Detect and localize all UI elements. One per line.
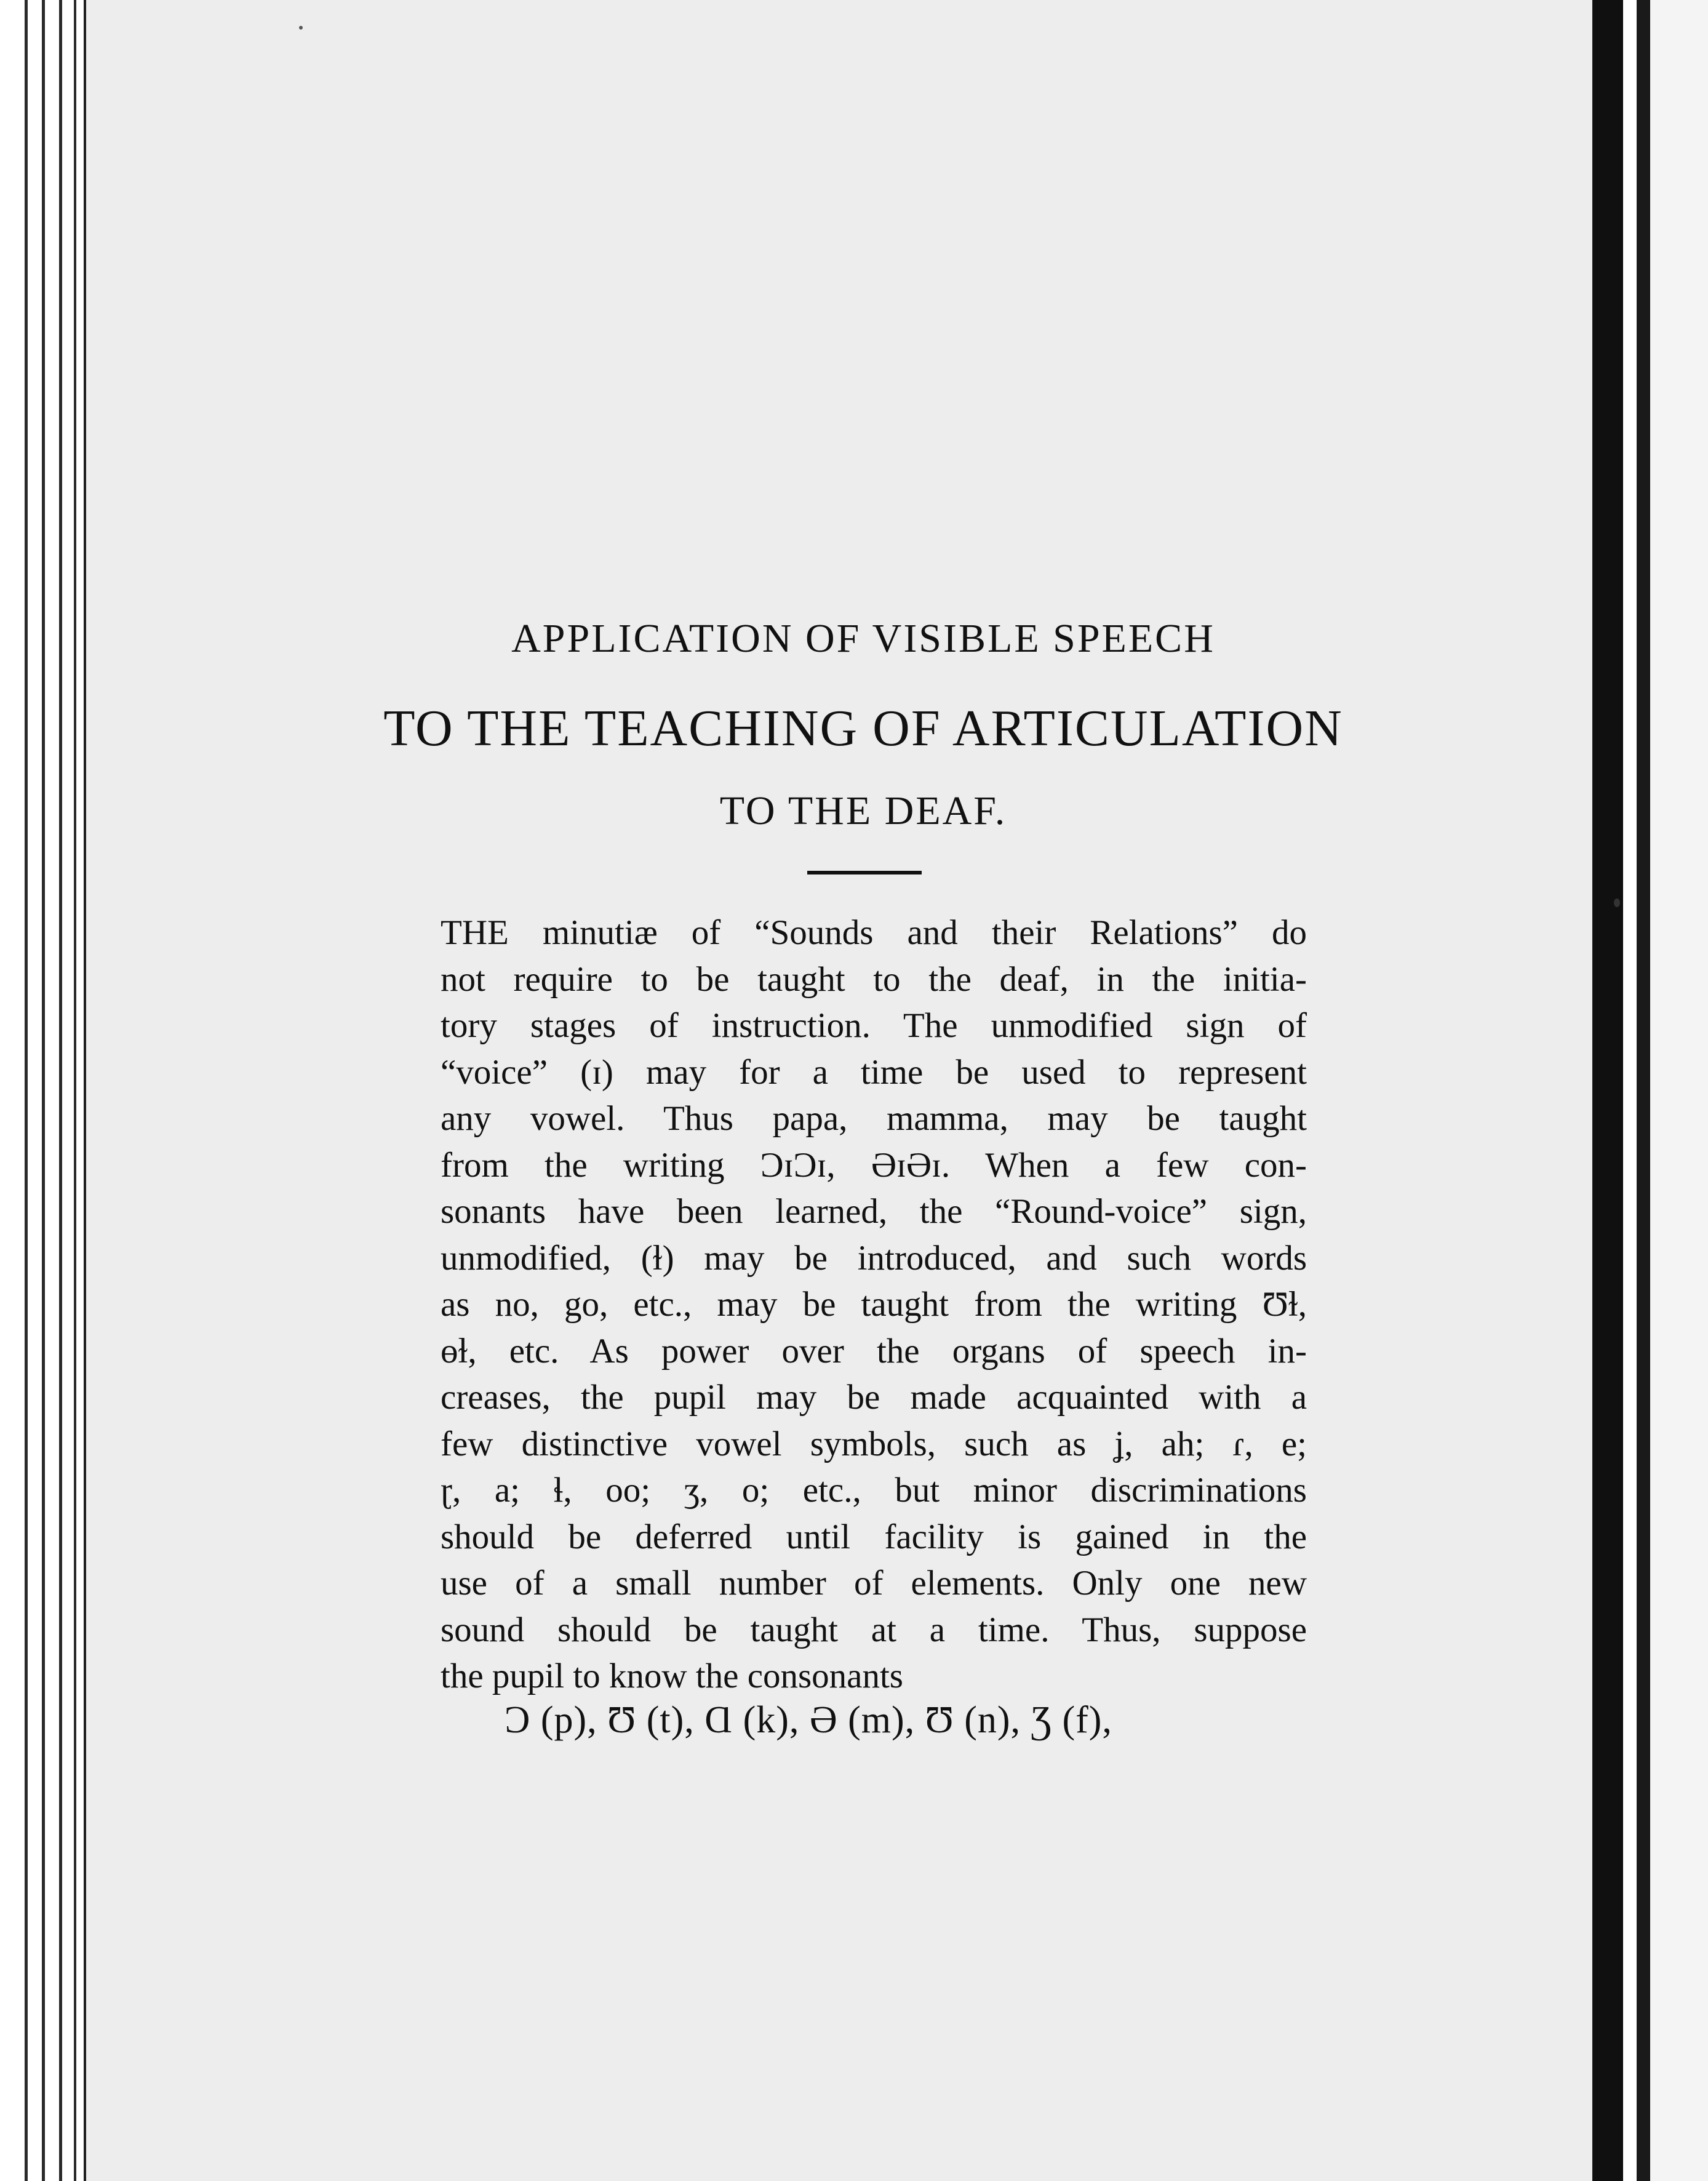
facing-page [1650,0,1708,2181]
book-spine [1592,0,1623,2181]
page-edge [59,0,62,2181]
consonant-symbols-line: Ɔ (p), Ʊ (t), Ɑ (k), Ə (m), Ʊ (n), Ʒ (f), [505,1699,1112,1741]
body-line-8: unmodified, (ɫ) may be introduced, and such words [441,1238,1307,1278]
body-line-9: as no, go, etc., may be taught from the writing Ʊɫ, [441,1285,1307,1324]
body-line-5: any vowel. Thus papa, mamma, may be taught [441,1099,1307,1138]
body-line-6: from the writing ƆɪƆɪ, ƏɪƏɪ. When a few con- [441,1145,1307,1185]
page-edge [25,0,28,2181]
body-line-14: should be deferred until facility is gained in the [441,1517,1307,1556]
print-speck [299,26,303,30]
heading-line-1: APPLICATION OF VISIBLE SPEECH [511,616,1215,661]
heading-line-3: TO THE DEAF. [719,788,1007,833]
body-line-12: few distinctive vowel symbols, such as ʝ, ah; ɾ, e; [441,1424,1307,1463]
body-line-13: ɽ, a; ɬ, oo; ʒ, o; etc., but minor discriminations [441,1471,1307,1510]
body-paragraph [441,910,1307,1700]
body-line-11: creases, the pupil may be made acquainted with a [441,1378,1307,1417]
body-line-1: THE minutiæ of “Sounds and their Relations” do [441,913,1307,952]
section-rule [807,871,922,874]
body-line-4: “voice” (ɪ) may for a time be used to represent [441,1052,1307,1092]
print-speck [1614,898,1620,907]
body-line-7: sonants have been learned, the “Round-voice” sign, [441,1192,1307,1231]
heading-line-2: TO THE TEACHING OF ARTICULATION [383,700,1343,757]
drop-word: THE [441,913,509,952]
page-edge [42,0,45,2181]
body-line-16: sound should be taught at a time. Thus, suppose [441,1610,1307,1649]
body-line-17: the pupil to know the consonants [441,1657,903,1695]
body-line-2: not require to be taught to the deaf, in the initia- [441,959,1307,999]
page-edge [74,0,76,2181]
body-line-15: use of a small number of elements. Only one new [441,1564,1307,1603]
book-gutter [1637,0,1650,2181]
body-line-10: ɵɫ, etc. As power over the organs of speech in- [441,1331,1307,1371]
body-line-3: tory stages of instruction. The unmodified sign of [441,1006,1307,1045]
